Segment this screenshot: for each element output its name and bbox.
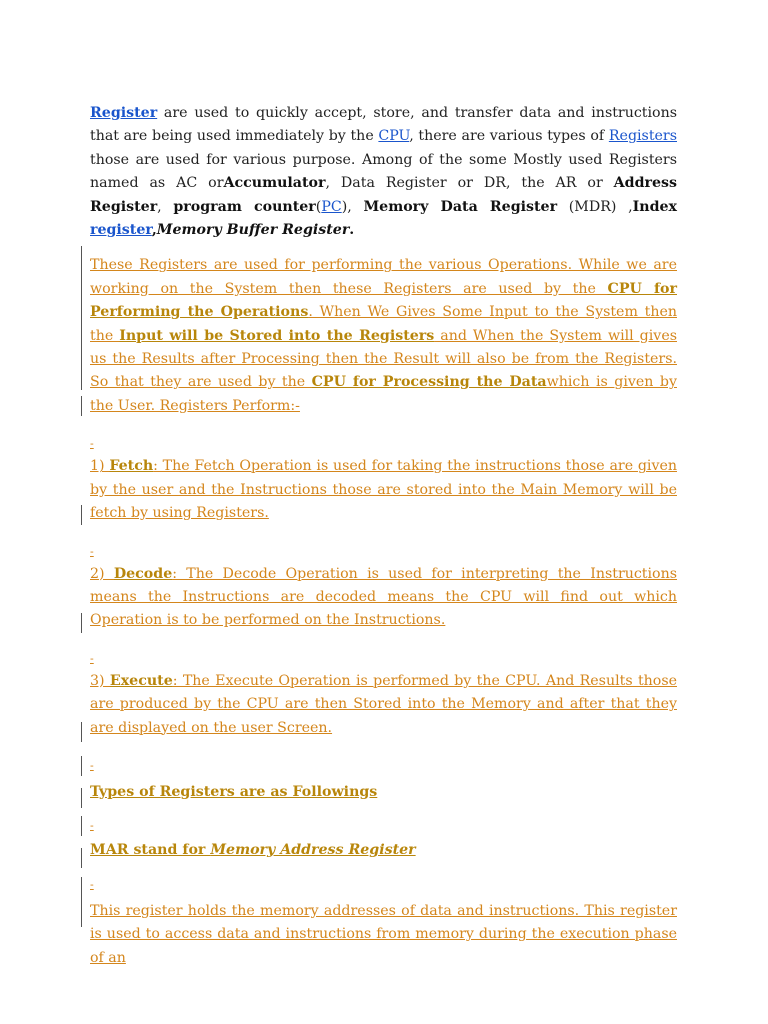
change-bar	[81, 756, 82, 776]
spacer-dash: -	[90, 819, 94, 833]
change-bar	[81, 877, 82, 927]
step-execute: 3) Execute: The Execute Operation is performed by the CPU. And Results those are produced by the CPU are then Stored into the Memory and after that they are displayed on the user Screen.	[90, 672, 677, 736]
spacer-dash: -	[90, 758, 94, 772]
change-bar	[81, 396, 82, 416]
change-bar	[81, 613, 82, 633]
types-heading: Types of Registers are as Followings	[90, 783, 378, 800]
document-body	[90, 102, 677, 970]
registers-operations-paragraph: These Registers are used for performing the various Operations. While we are working on the System then these Registers are used by the CPU for Performing the Operations. When We Gives Some Input to the System then the Input will be Stored into the Registers and When the System will gives us the Results after Processing then the Result will also be from the Registers. So that they are used by the CPU for Processing the Datawhich is given by the User. Registers Perform:-	[90, 257, 677, 414]
change-bar	[81, 505, 82, 525]
step-decode: 2) Decode: The Decode Operation is used for interpreting the Instructions means the Instructions are decoded means the CPU will find out which Operation is to be performed on the Instructions.	[90, 565, 678, 629]
cpu-link[interactable]: CPU	[378, 128, 410, 145]
index-register-link[interactable]: register	[90, 222, 152, 239]
change-bar	[81, 848, 82, 868]
spacer-dash: -	[90, 437, 94, 451]
change-bar	[81, 722, 82, 742]
spacer-dash: -	[90, 651, 94, 665]
spacer-dash: -	[90, 544, 94, 558]
register-link[interactable]: Register	[90, 105, 158, 121]
step-fetch: 1) Fetch: The Fetch Operation is used for taking the instructions those are given by the user and the Instructions those are stored into the Main Memory will be fetch by using Registers.	[90, 458, 677, 522]
spacer-dash: -	[90, 877, 94, 891]
mar-heading: MAR stand for Memory Address Register	[90, 842, 416, 859]
mar-description: This register holds the memory addresses of data and instructions. This register is used to access data and instructions from memory during the execution phase of an	[90, 902, 677, 966]
intro-paragraph: Register are used to quickly accept, store, and transfer data and instructions that are being used immediately by the CPU, there are various types of Registers those are used for various purpose. Among of the some Mostly used Registers named as AC orAccumulator, Data Register or DR, the AR or Address Register, program counter(PC), Memory Data Register (MDR) ,Index register,Memory Buffer Register.	[90, 105, 677, 239]
registers-link[interactable]: Registers	[608, 128, 677, 145]
change-bar	[81, 788, 82, 808]
change-bar	[81, 246, 82, 390]
change-bar	[81, 816, 82, 836]
pc-link[interactable]: PC	[321, 198, 342, 215]
